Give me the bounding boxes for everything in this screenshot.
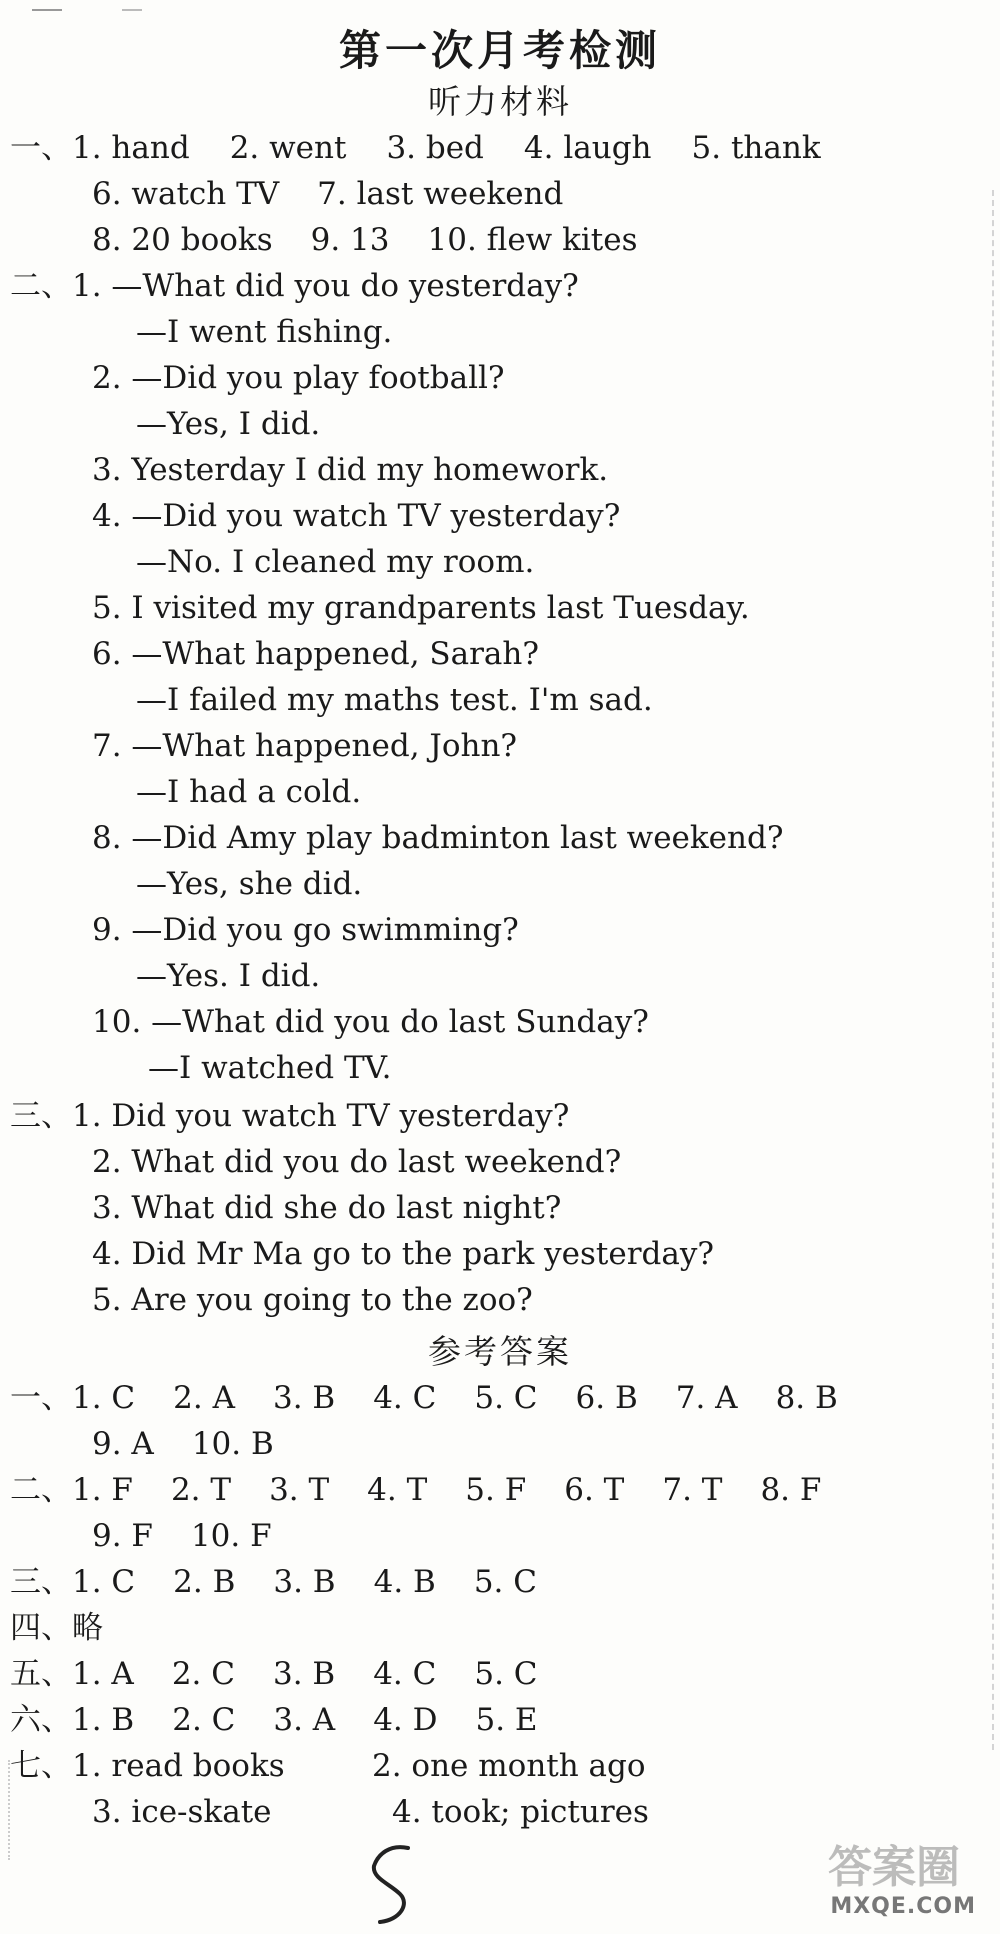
binding-dashed-rule bbox=[992, 190, 994, 1750]
item: 6. watch TV bbox=[92, 176, 280, 212]
answers-part7-row2 bbox=[92, 1790, 649, 1834]
question-line: 5. Are you going to the zoo? bbox=[92, 1282, 533, 1318]
item: 3. bed bbox=[386, 130, 484, 166]
dialog-line: —Yes. I did. bbox=[136, 958, 321, 994]
answer: 5. C bbox=[474, 1656, 538, 1692]
listening-part1-row3 bbox=[92, 218, 675, 262]
dialog-line: 7. —What happened, John? bbox=[92, 728, 518, 764]
answer: 1. C bbox=[72, 1564, 136, 1600]
item: 4. laugh bbox=[523, 130, 652, 166]
part-label: 三、 bbox=[10, 1564, 72, 1600]
dialog-line: 8. —Did Amy play badminton last weekend? bbox=[92, 820, 784, 856]
listening-part2-line bbox=[10, 264, 579, 308]
dialog-line: —No. I cleaned my room. bbox=[136, 544, 535, 580]
answer: 2. B bbox=[173, 1564, 236, 1600]
dialog-line: —I watched TV. bbox=[148, 1050, 392, 1086]
answer: 1. F bbox=[72, 1472, 133, 1508]
part-label: 六、 bbox=[10, 1702, 72, 1738]
answer: 2. T bbox=[170, 1472, 232, 1508]
item: 5. thank bbox=[691, 130, 821, 166]
answers-part2-row1 bbox=[10, 1468, 821, 1512]
answer: 1. A bbox=[72, 1656, 134, 1692]
dialog-line: —I failed my maths test. I'm sad. bbox=[136, 682, 653, 718]
answer: 5. C bbox=[473, 1564, 537, 1600]
question-line: 1. Did you watch TV yesterday? bbox=[72, 1098, 570, 1134]
answer: 1. B bbox=[72, 1702, 135, 1738]
part-label: 二、 bbox=[10, 268, 72, 304]
answer: 3. B bbox=[272, 1656, 336, 1692]
answers-part3-row bbox=[10, 1560, 575, 1604]
answer: 4. D bbox=[373, 1702, 438, 1738]
answer: 9. F bbox=[92, 1518, 153, 1554]
top-edge-mark bbox=[32, 0, 142, 8]
answer: 5. C bbox=[474, 1380, 538, 1416]
answers-part5-row bbox=[10, 1652, 576, 1696]
dialog-line: 9. —Did you go swimming? bbox=[92, 912, 519, 948]
answer: 4. T bbox=[367, 1472, 428, 1508]
answer: 3. B bbox=[272, 1380, 336, 1416]
dialog-line: —I had a cold. bbox=[136, 774, 362, 810]
item: 10. flew kites bbox=[427, 222, 638, 258]
answers-heading: 参考答案 bbox=[428, 1332, 572, 1371]
part-label: 七、 bbox=[10, 1748, 72, 1784]
listening-part1-row1 bbox=[10, 126, 859, 170]
part-label: 三、 bbox=[10, 1098, 72, 1134]
answer: 6. B bbox=[575, 1380, 638, 1416]
watermark bbox=[745, 1842, 990, 1925]
dialog-line: 4. —Did you watch TV yesterday? bbox=[92, 498, 621, 534]
answers-part1-row2 bbox=[92, 1422, 312, 1466]
answer: 4. B bbox=[373, 1564, 436, 1600]
answers-part1-row1 bbox=[10, 1376, 838, 1420]
answer: 8. F bbox=[760, 1472, 822, 1508]
answer: 5. E bbox=[475, 1702, 538, 1738]
page-title: 第一次月考检测 bbox=[338, 26, 661, 75]
answers-part6-row bbox=[10, 1698, 576, 1742]
item: 2. went bbox=[229, 130, 347, 166]
question-line: 4. Did Mr Ma go to the park yesterday? bbox=[92, 1236, 714, 1272]
answer: 10. B bbox=[191, 1426, 274, 1462]
dialog-line: 3. Yesterday I did my homework. bbox=[92, 452, 609, 488]
part-label: 一、 bbox=[10, 130, 72, 166]
item: 1. hand bbox=[72, 130, 190, 166]
handwritten-page-number bbox=[360, 1840, 430, 1930]
dialog-line: 1. —What did you do yesterday? bbox=[72, 268, 579, 304]
answer: 4. C bbox=[373, 1380, 437, 1416]
part-label: 五、 bbox=[10, 1656, 72, 1692]
answer: 8. B bbox=[775, 1380, 838, 1416]
answer: 2. C bbox=[171, 1656, 235, 1692]
question-line: 3. What did she do last night? bbox=[92, 1190, 562, 1226]
answer: 3. A bbox=[273, 1702, 336, 1738]
dialog-line: 2. —Did you play football? bbox=[92, 360, 505, 396]
item: 9. 13 bbox=[310, 222, 390, 258]
part-label: 四、 bbox=[10, 1610, 72, 1646]
listening-part1-row2 bbox=[92, 172, 601, 216]
dialog-line: 6. —What happened, Sarah? bbox=[92, 636, 540, 672]
answer: 2. C bbox=[172, 1702, 236, 1738]
question-line: 2. What did you do last weekend? bbox=[92, 1144, 622, 1180]
answer: 3. B bbox=[273, 1564, 336, 1600]
answer: 1. C bbox=[72, 1380, 136, 1416]
watermark-logo: 答案圈 bbox=[828, 1842, 960, 1893]
answer: 4. took; pictures bbox=[392, 1794, 649, 1830]
handwritten-digit-icon bbox=[360, 1840, 430, 1930]
answer: 9. A bbox=[92, 1426, 154, 1462]
answer: 5. F bbox=[465, 1472, 527, 1508]
answer: 6. T bbox=[564, 1472, 625, 1508]
dialog-line: —I went fishing. bbox=[136, 314, 393, 350]
answer: 1. read books bbox=[72, 1748, 285, 1784]
margin-dotted-rule bbox=[0, 1760, 10, 1860]
answers-part2-row2 bbox=[92, 1514, 310, 1558]
listening-heading: 听力材料 bbox=[428, 82, 572, 121]
dialog-line: 10. —What did you do last Sunday? bbox=[92, 1004, 649, 1040]
answer: 略 bbox=[72, 1610, 103, 1646]
answers-part4-row bbox=[10, 1606, 103, 1650]
item: 8. 20 books bbox=[92, 222, 273, 258]
dialog-line: 5. I visited my grandparents last Tuesday. bbox=[92, 590, 750, 626]
answers-part7-row1 bbox=[10, 1744, 646, 1788]
answer: 4. C bbox=[373, 1656, 437, 1692]
answer: 2. one month ago bbox=[372, 1748, 646, 1784]
dialog-line: —Yes, she did. bbox=[136, 866, 363, 902]
answer: 3. T bbox=[269, 1472, 330, 1508]
answer: 7. A bbox=[675, 1380, 738, 1416]
answer: 10. F bbox=[190, 1518, 272, 1554]
part-label: 二、 bbox=[10, 1472, 72, 1508]
listening-part3-line bbox=[10, 1094, 569, 1138]
answer: 7. T bbox=[662, 1472, 723, 1508]
answer: 2. A bbox=[173, 1380, 235, 1416]
watermark-site: MXQE.COM bbox=[830, 1894, 976, 1919]
item: 7. last weekend bbox=[317, 176, 564, 212]
answer: 3. ice-skate bbox=[92, 1794, 272, 1830]
part-label: 一、 bbox=[10, 1380, 72, 1416]
dialog-line: —Yes, I did. bbox=[136, 406, 321, 442]
